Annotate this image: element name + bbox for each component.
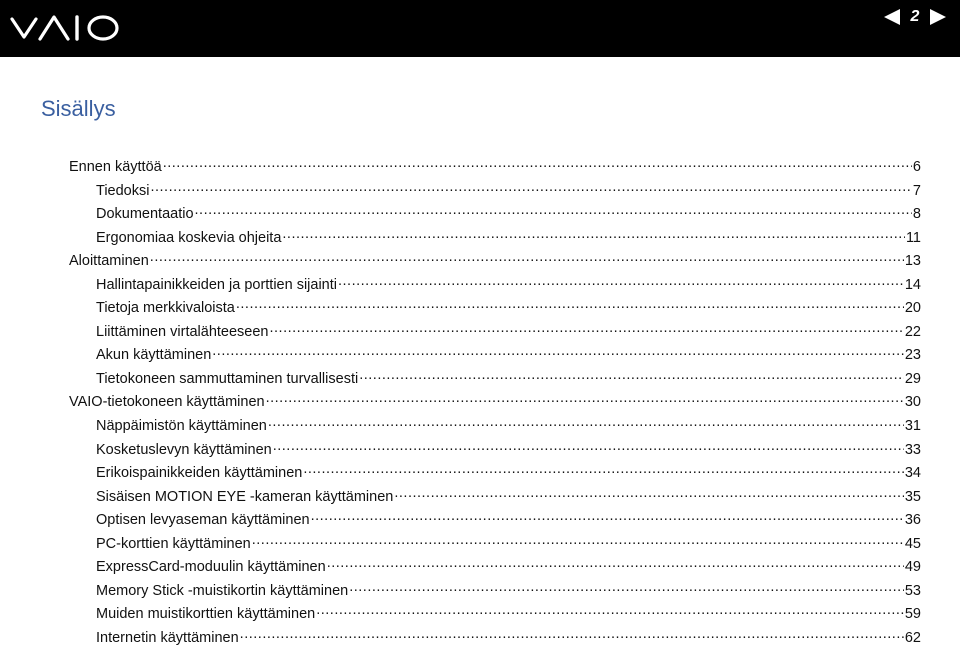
toc-entry[interactable] <box>69 228 921 252</box>
toc-entry-page[interactable]: 45 <box>904 535 921 552</box>
toc-entry[interactable] <box>69 604 921 628</box>
toc-leader-dots <box>359 369 904 383</box>
toc-entry[interactable] <box>69 369 921 393</box>
toc-entry-label[interactable]: Tietoja merkkivaloista <box>96 300 235 317</box>
toc-entry-page[interactable]: 31 <box>904 418 921 435</box>
toc-entry[interactable] <box>69 440 921 464</box>
toc-leader-dots <box>150 251 904 265</box>
toc-leader-dots <box>394 487 904 501</box>
toc-entry-label[interactable]: ExpressCard-moduulin käyttäminen <box>96 559 326 576</box>
toc-entry[interactable] <box>69 463 921 487</box>
toc-entry-page[interactable]: 7 <box>912 182 921 199</box>
toc-entry[interactable] <box>69 298 921 322</box>
toc-entry[interactable] <box>69 392 921 416</box>
toc-entry[interactable] <box>69 322 921 346</box>
toc-entry-page[interactable]: 29 <box>904 370 921 387</box>
toc-leader-dots <box>266 392 904 406</box>
toc-entry-label[interactable]: Tietokoneen sammuttaminen turvallisesti <box>96 370 359 387</box>
page-number: 2 <box>910 8 920 25</box>
toc-entry[interactable] <box>69 628 921 651</box>
toc-leader-dots <box>270 322 904 336</box>
toc-entry[interactable] <box>69 510 921 534</box>
arrow-right-icon[interactable] <box>930 9 946 25</box>
toc-entry-label[interactable]: Memory Stick -muistikortin käyttäminen <box>96 582 349 599</box>
toc-leader-dots <box>268 416 904 430</box>
toc-entry[interactable] <box>69 181 921 205</box>
toc-entry-page[interactable]: 22 <box>904 323 921 340</box>
toc-entry-label[interactable]: Dokumentaatio <box>96 206 194 223</box>
toc-leader-dots <box>236 298 904 312</box>
toc-entry-label[interactable]: PC-korttien käyttäminen <box>96 535 251 552</box>
toc-leader-dots <box>349 581 904 595</box>
toc-leader-dots <box>338 275 904 289</box>
page-title: Sisällys <box>41 96 116 121</box>
toc-leader-dots <box>327 557 904 571</box>
toc-leader-dots <box>273 440 904 454</box>
toc-entry-page[interactable]: 53 <box>904 582 921 599</box>
toc-entry-label[interactable]: Sisäisen MOTION EYE -kameran käyttäminen <box>96 488 394 505</box>
toc-entry-page[interactable]: 33 <box>904 441 921 458</box>
toc-entry-label[interactable]: Ennen käyttöä <box>69 159 162 175</box>
toc-entry-label[interactable]: VAIO-tietokoneen käyttäminen <box>69 394 265 411</box>
toc-entry-label[interactable]: Erikoispainikkeiden käyttäminen <box>96 465 303 482</box>
toc-leader-dots <box>212 345 904 359</box>
toc-entry-label[interactable]: Muiden muistikorttien käyttäminen <box>96 606 316 623</box>
toc-leader-dots <box>150 181 911 195</box>
toc-entry-page[interactable]: 6 <box>912 159 921 175</box>
toc-entry-label[interactable]: Liittäminen virtalähteeseen <box>96 323 269 340</box>
toc-leader-dots <box>311 510 904 524</box>
toc-entry-label[interactable]: Aloittaminen <box>69 253 149 270</box>
toc-entry[interactable] <box>69 251 921 275</box>
toc-entry-page[interactable]: 35 <box>904 488 921 505</box>
toc-entry-label[interactable]: Hallintapainikkeiden ja porttien sijainti <box>96 276 337 293</box>
toc-entry-page[interactable]: 30 <box>904 394 921 411</box>
toc-entry-label[interactable]: Kosketuslevyn käyttäminen <box>96 441 272 458</box>
header-bar <box>0 0 960 57</box>
toc-entry-page[interactable]: 20 <box>904 300 921 317</box>
toc-entry-page[interactable]: 13 <box>904 253 921 270</box>
toc-entry[interactable] <box>69 157 921 181</box>
toc-entry-label[interactable]: Optisen levyaseman käyttäminen <box>96 512 310 529</box>
arrow-left-icon[interactable] <box>884 9 900 25</box>
toc-entry-page[interactable]: 36 <box>904 512 921 529</box>
toc-entry-page[interactable]: 59 <box>904 606 921 623</box>
vaio-logo <box>10 13 122 43</box>
toc-entry-page[interactable]: 14 <box>904 276 921 293</box>
toc-entry[interactable] <box>69 487 921 511</box>
toc-entry[interactable] <box>69 345 921 369</box>
toc-leader-dots <box>163 157 912 171</box>
toc-entry-label[interactable]: Internetin käyttäminen <box>96 629 239 646</box>
toc-entry-page[interactable]: 34 <box>904 465 921 482</box>
toc-entry-label[interactable]: Ergonomiaa koskevia ohjeita <box>96 229 282 246</box>
toc-entry-label[interactable]: Tiedoksi <box>96 182 150 199</box>
toc-entry-label[interactable]: Näppäimistön käyttäminen <box>96 418 267 435</box>
page-navigation <box>884 6 946 28</box>
toc-entry[interactable] <box>69 416 921 440</box>
toc-entry[interactable] <box>69 534 921 558</box>
toc-entry-page[interactable]: 62 <box>904 629 921 646</box>
toc-leader-dots <box>195 204 912 218</box>
toc-entry[interactable] <box>69 581 921 605</box>
toc-leader-dots <box>282 228 905 242</box>
toc-entry[interactable] <box>69 557 921 581</box>
toc-entry[interactable] <box>69 204 921 228</box>
toc-entry[interactable] <box>69 275 921 299</box>
toc-entry-page[interactable]: 11 <box>905 229 921 246</box>
toc-leader-dots <box>303 463 904 477</box>
table-of-contents <box>69 157 921 651</box>
toc-entry-page[interactable]: 49 <box>904 559 921 576</box>
toc-leader-dots <box>316 604 904 618</box>
toc-leader-dots <box>252 534 904 548</box>
toc-entry-page[interactable]: 8 <box>912 206 921 223</box>
toc-entry-page[interactable]: 23 <box>904 347 921 364</box>
toc-entry-label[interactable]: Akun käyttäminen <box>96 347 212 364</box>
